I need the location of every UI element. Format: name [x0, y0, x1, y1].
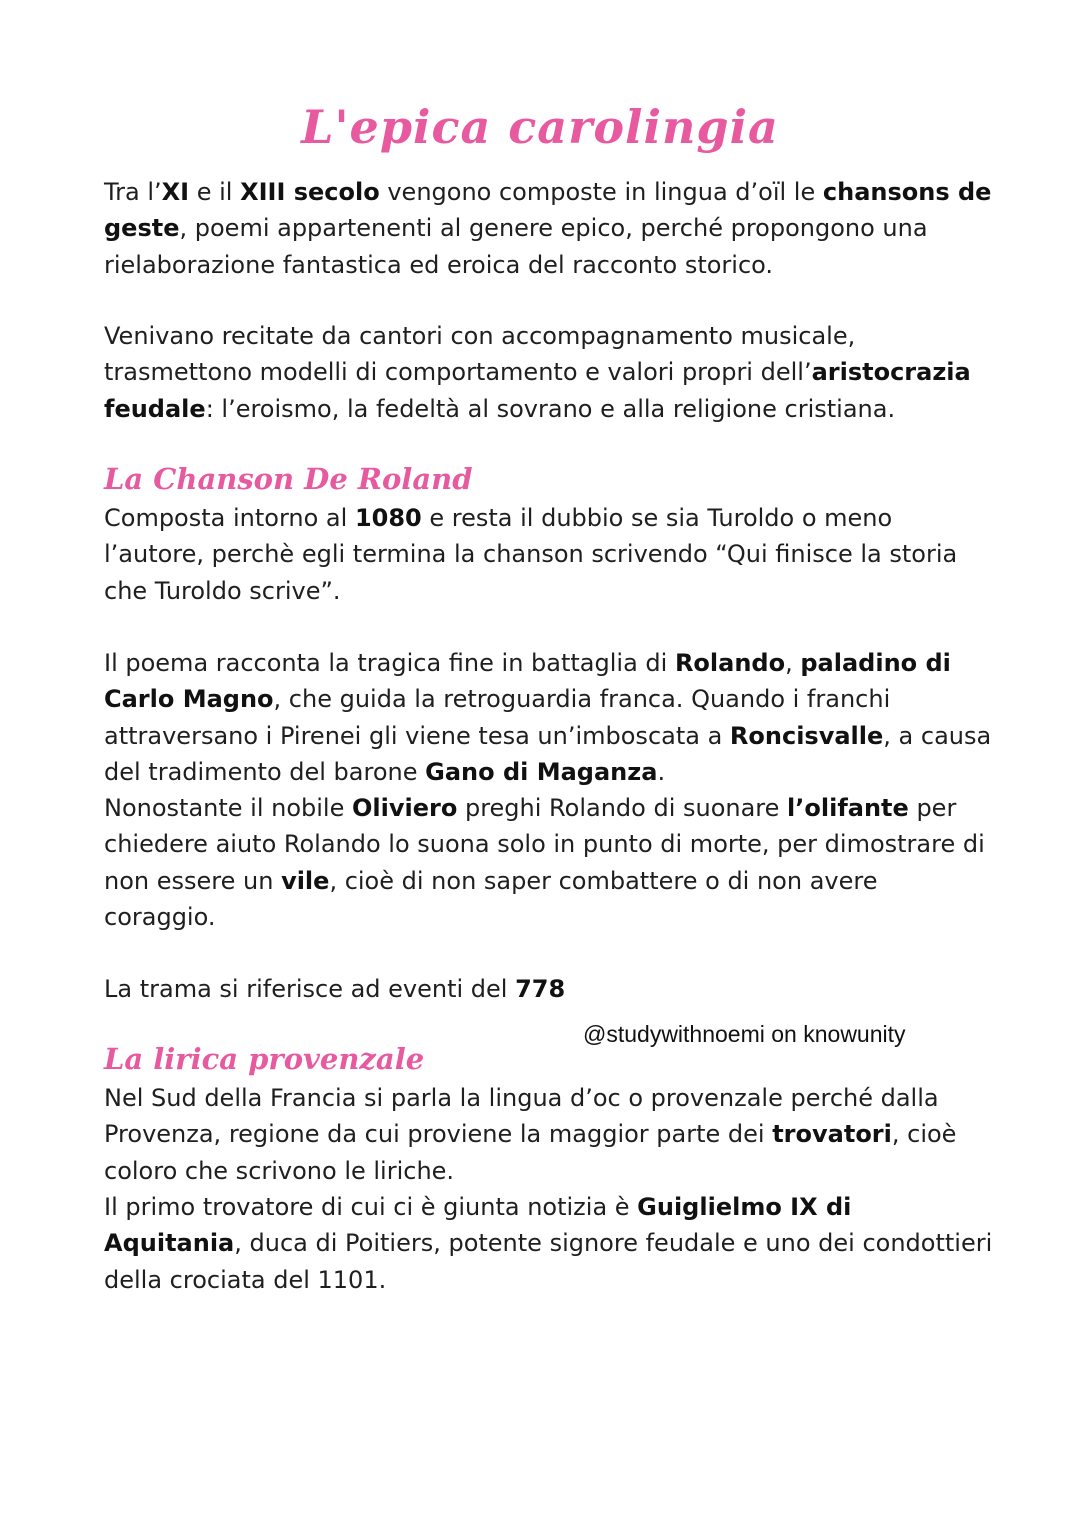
intro-paragraph-1 — [104, 174, 994, 283]
bold-term: aristocrazia feudale — [104, 358, 971, 423]
bold-term: Guiglielmo IX di Aquitania — [104, 1193, 852, 1258]
roland-paragraph-2 — [104, 645, 994, 791]
text-run: Nel Sud della Francia si parla la lingua d’oc o provenzale perché dalla Provenza, regione da cui proviene la maggior parte dei — [104, 1084, 939, 1149]
text-run: , duca di Poitiers, potente signore feudale e uno dei condottieri della crociata del 1101. — [104, 1229, 993, 1294]
bold-term: Gano di Maganza — [425, 758, 658, 787]
text-run: e il — [189, 178, 241, 206]
text-run: , poemi appartenenti al genere epico, perché propongono una rielaborazione fantastica ed eroica del racconto storico. — [104, 214, 928, 279]
text-run: . — [657, 758, 666, 787]
text-run: Il primo trovatore di cui ci è giunta notizia è — [104, 1193, 638, 1221]
text-run: , cioè coloro che scrivono le liriche. — [104, 1120, 957, 1185]
lirica-paragraph-1 — [104, 1080, 994, 1189]
bold-term: XI — [161, 178, 190, 206]
bold-term: Oliviero — [352, 794, 458, 822]
bold-term: l’olifante — [787, 794, 909, 822]
bold-term: Rolando — [674, 649, 786, 677]
text-run: , — [785, 649, 801, 677]
text-run: preghi Rolando di suonare — [457, 794, 788, 822]
text-run: , che guida la retroguardia franca. Quando i franchi attraversano i Pirenei gli viene tesa un’imboscata a — [104, 685, 891, 750]
bold-term: vile — [281, 866, 330, 895]
bold-term: XIII secolo — [240, 178, 380, 206]
bold-term: chansons de geste — [104, 178, 992, 243]
text-run: e resta il dubbio se sia Turoldo o meno l’autore, perchè egli termina la chanson scrivendo “Qui finisce la storia che Turoldo scrive”. — [104, 504, 958, 605]
lirica-paragraph-2 — [104, 1189, 994, 1298]
text-run: Il poema racconta la tragica fine in battaglia di — [104, 649, 675, 677]
bold-term: 778 — [515, 975, 566, 1003]
section-heading-lirica: La lirica provenzale — [104, 1042, 425, 1076]
section-heading-roland: La Chanson De Roland — [104, 462, 473, 496]
page-title: L'epica carolingia — [301, 100, 779, 154]
text-run: La trama si riferisce ad eventi del — [104, 975, 516, 1003]
watermark-credit: @studywithnoemi on knowunity — [583, 1021, 906, 1047]
intro-paragraph-2 — [104, 318, 994, 427]
bold-term: Roncisvalle — [729, 721, 884, 750]
text-run: Venivano recitate da cantori con accompagnamento musicale, trasmettono modelli di comportamento e valori propri dell’ — [104, 322, 856, 387]
bold-term: 1080 — [354, 504, 422, 532]
text-run: per chiedere aiuto Rolando lo suona solo in punto di morte, per dimostrare di non essere un — [104, 794, 985, 895]
text-run: , a causa del tradimento del barone — [104, 721, 992, 787]
text-run: , cioè di non saper combattere o di non avere coraggio. — [104, 866, 878, 932]
text-run: : l’eroismo, la fedeltà al sovrano e alla religione cristiana. — [205, 394, 896, 423]
text-run: Composta intorno al — [104, 504, 355, 532]
roland-paragraph-4 — [104, 971, 994, 1007]
text-run: Nonostante il nobile — [104, 794, 352, 822]
roland-paragraph-1 — [104, 500, 994, 609]
bold-term: paladino di Carlo Magno — [104, 649, 951, 714]
text-run: vengono composte in lingua d’oïl le — [379, 178, 823, 206]
text-run: Tra l’ — [104, 178, 162, 206]
bold-term: trovatori — [772, 1120, 892, 1149]
roland-paragraph-3 — [104, 790, 994, 936]
